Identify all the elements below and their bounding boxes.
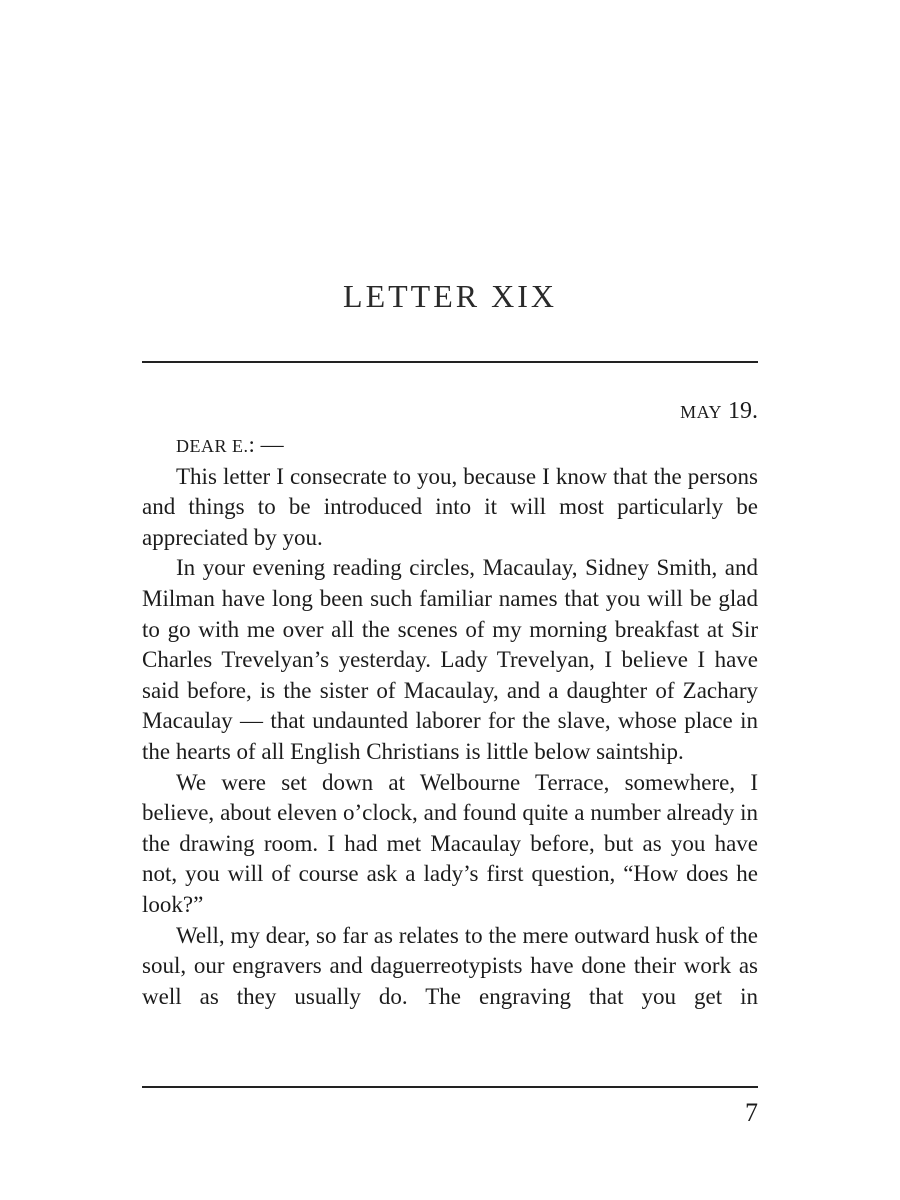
letter-title: LETTER XIX	[343, 278, 557, 314]
date-month: MAY	[680, 402, 722, 422]
letter-body	[142, 430, 758, 1012]
paragraph: Well, my dear, so far as relates to the mere outward husk of the soul, our engravers and daguerreotypists have done their work as well as they usually do. The engraving that you get in	[142, 922, 758, 1009]
header-rule	[142, 361, 758, 363]
paragraph: This letter I consecrate to you, because I know that the persons and things to be introduced into it will most particularly be appreciated by you.	[142, 463, 758, 550]
paragraph: In your evening reading circles, Macaulay, Sidney Smith, and Milman have long been such familiar names that you will be glad to go with me over all the scenes of my morning breakfast at Sir Charles Trevelyan’s yesterday. Lady Trevelyan, I believe I have said before, is the sister of Macaulay, and a daughter of Zachary Macaulay — that undaunted laborer for the slave, whose place in the hearts of all English Christians is little below saintship.	[142, 555, 758, 764]
salutation	[142, 430, 758, 462]
page-number: 7	[745, 1098, 758, 1127]
letter-date	[680, 398, 758, 425]
salutation-name: DEAR E.	[176, 436, 249, 456]
paragraph: We were set down at Welbourne Terrace, somewhere, I believe, about eleven o’clock, and found quite a number already in the drawing room. I had met Macaulay before, but as you have not, you will of course ask a lady’s first question, “How does he look?”	[142, 769, 758, 917]
salutation-punct: : —	[248, 432, 284, 457]
footer-rule	[142, 1086, 758, 1088]
date-day: 19.	[722, 398, 758, 424]
